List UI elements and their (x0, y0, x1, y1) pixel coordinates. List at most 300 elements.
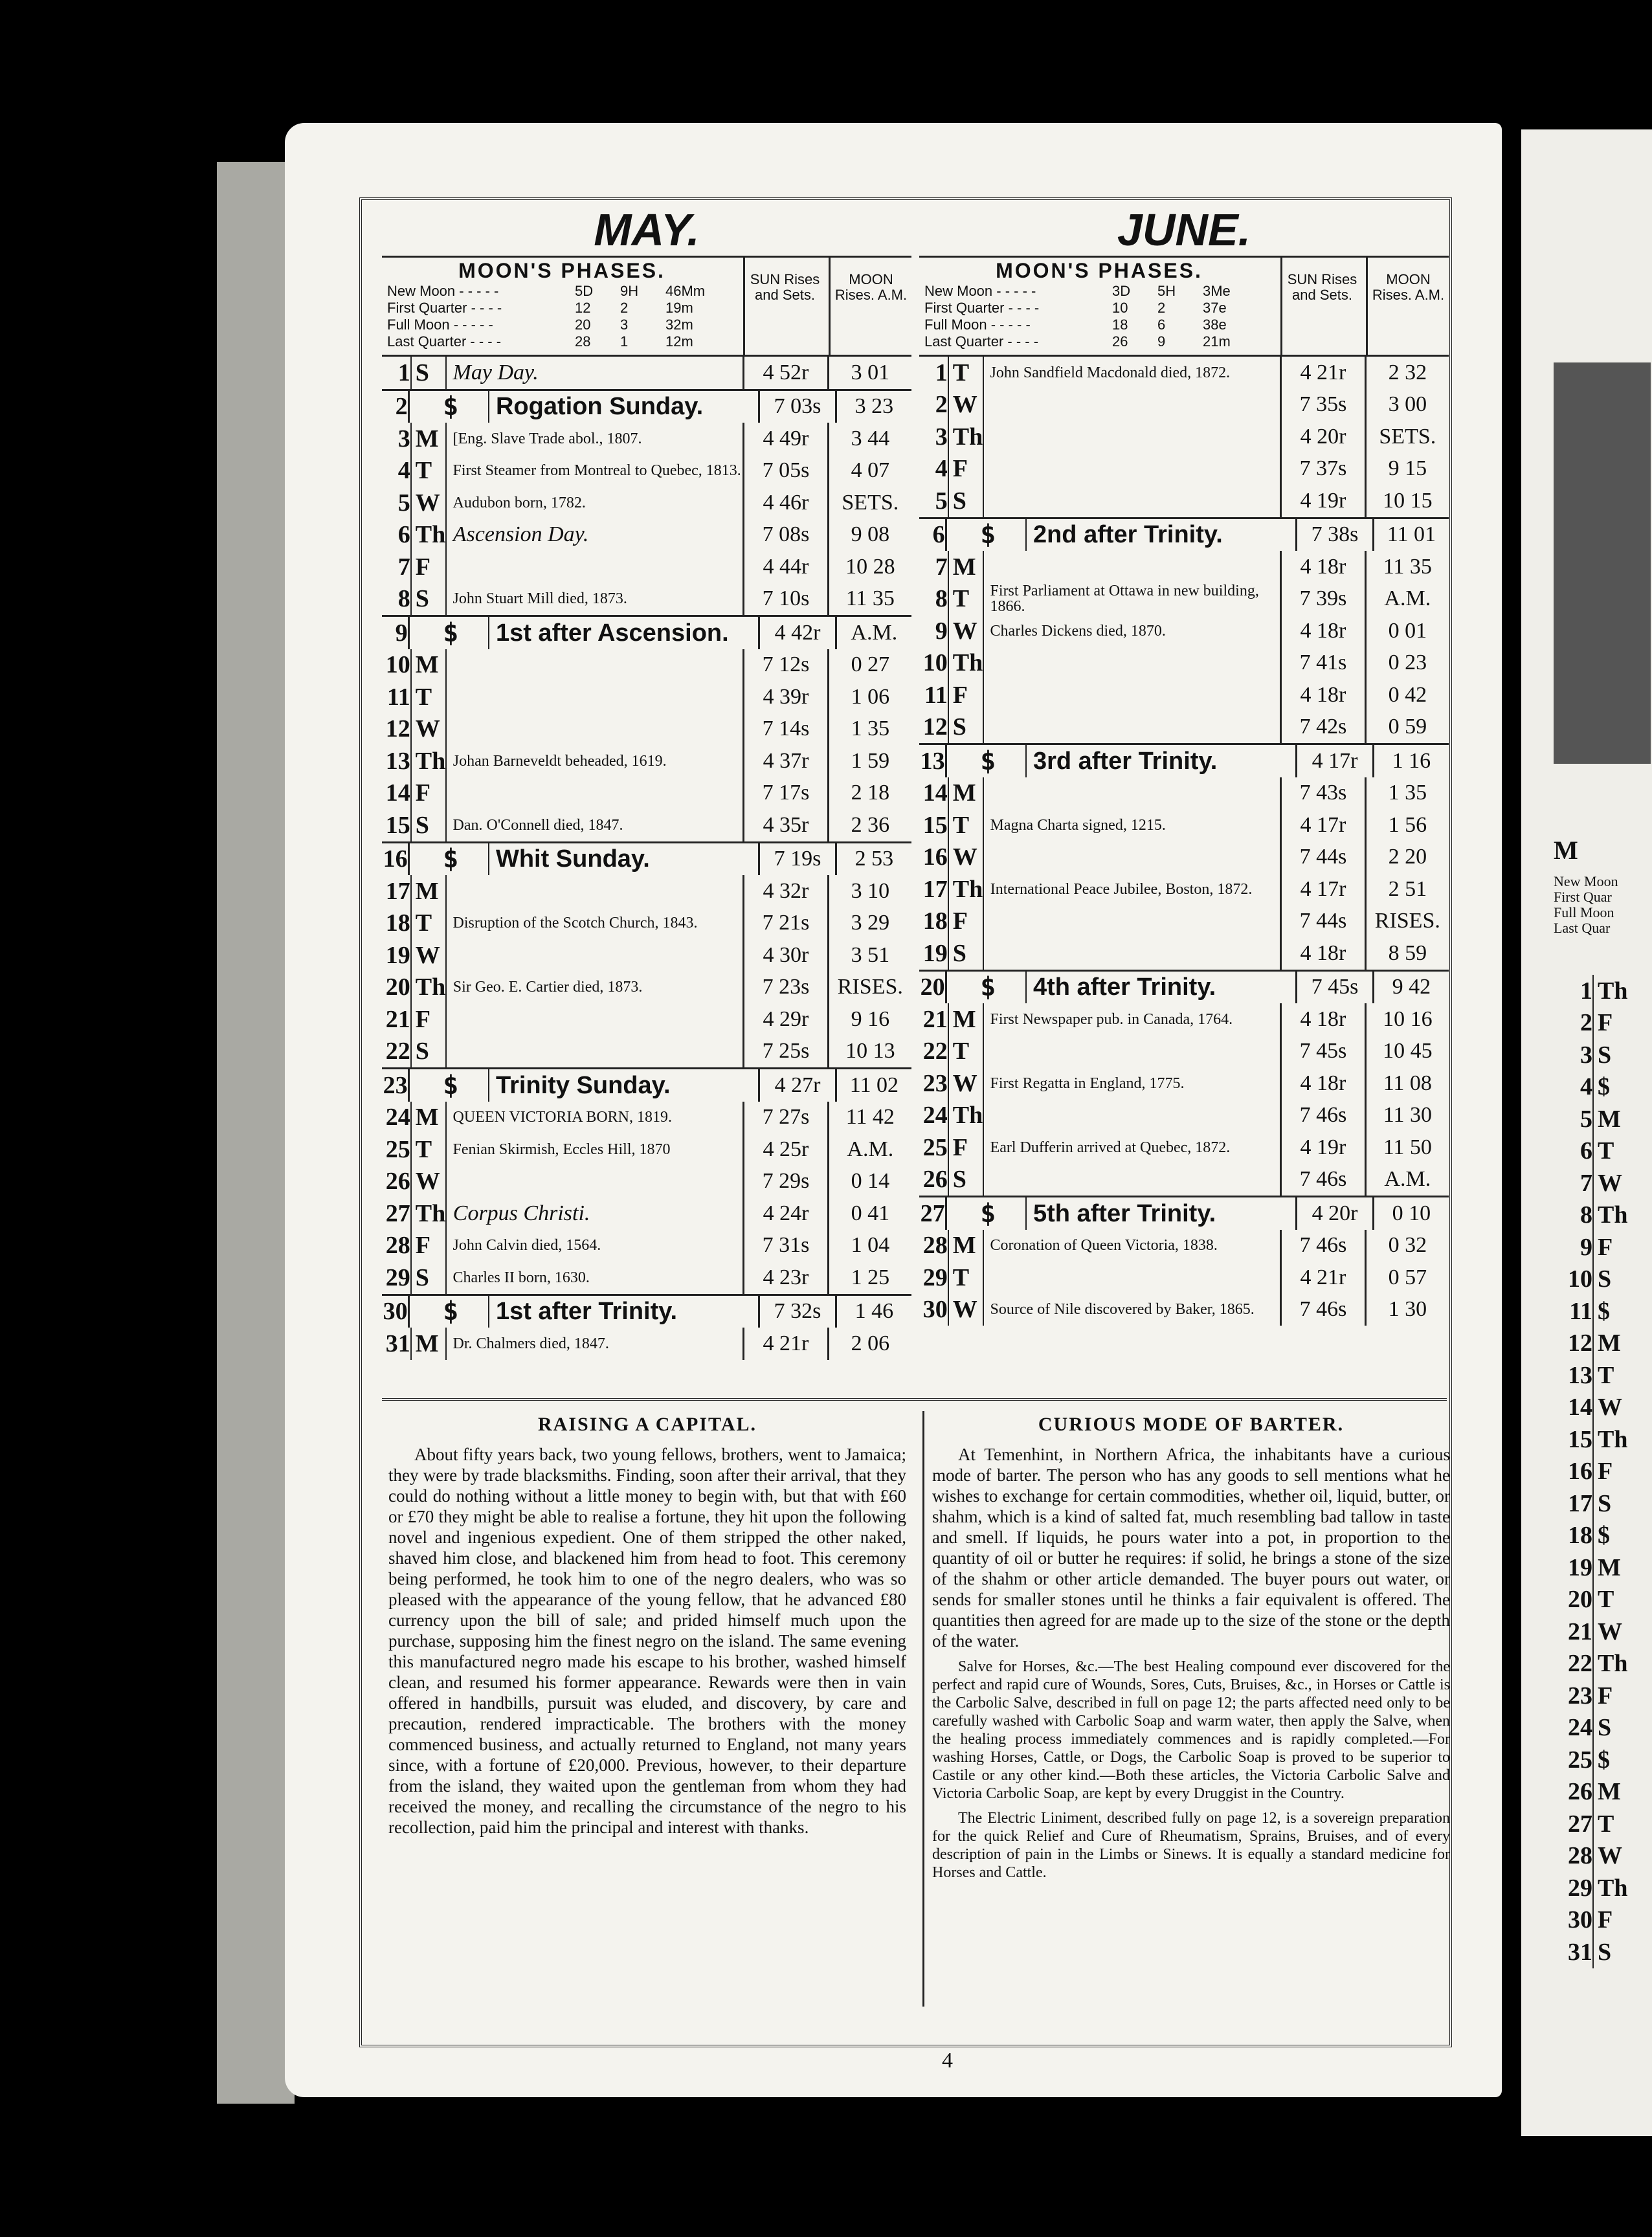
moon-time: 2 32 (1365, 357, 1449, 389)
day-row (382, 1166, 911, 1198)
day-number: 8 (1580, 1201, 1592, 1229)
day-row (919, 1131, 1449, 1164)
day-number: 6 (932, 521, 945, 549)
day-event: Coronation of Queen Victoria, 1838. (983, 1230, 1280, 1262)
day-number: 18 (385, 909, 410, 937)
day-number: 31 (385, 1330, 410, 1357)
day-rows (919, 357, 1449, 1326)
sun-time: 7 46s (1280, 1164, 1364, 1196)
weekday: $ (1592, 1071, 1610, 1104)
day-row (382, 1294, 911, 1328)
phase-row: New Moon - - - - - 5D 9H 46Mm (387, 283, 706, 299)
day-row (919, 970, 1449, 1004)
moon-time: A.M. (1365, 1164, 1449, 1196)
day-number: 17 (1568, 1489, 1592, 1517)
strip-day-row (1554, 1872, 1644, 1904)
phase-row: Full Moon - - - - - 18 6 38e (924, 317, 1227, 333)
day-event (983, 421, 1280, 453)
day-event: Magna Charta signed, 1215. (983, 809, 1280, 841)
moon-time: 0 01 (1365, 615, 1449, 647)
day-number: 26 (922, 1166, 948, 1194)
weekday: S (410, 809, 445, 841)
strip-day-row (1554, 1199, 1644, 1232)
sun-time: 4 20r (1295, 1197, 1372, 1230)
day-event: Fenian Skirmish, Eccles Hill, 1870 (445, 1133, 743, 1166)
day-number: 5 (1580, 1105, 1592, 1133)
strip-day-row (1554, 1135, 1644, 1168)
day-row (919, 615, 1449, 647)
day-row (919, 1230, 1449, 1262)
moon-time: 10 16 (1365, 1003, 1449, 1036)
moon-time: 8 59 (1365, 937, 1449, 970)
advert-liniment: The Electric Liniment, described fully on page 12, is a sovereign preparation for the quick Relief and Cure of Rheumatism, Sprains, Bruises, and of every description of pain in the Limbs or Sinews. It is equally a standard medicine for Horses and Cattle. (932, 1810, 1450, 1881)
sun-time: 7 44s (1280, 906, 1364, 938)
day-number: 20 (385, 974, 410, 1001)
sun-time: 4 18r (1280, 679, 1364, 711)
day-number: 12 (1568, 1330, 1592, 1357)
day-event: Charles Dickens died, 1870. (983, 615, 1280, 647)
book-spine (217, 162, 295, 2104)
day-number: 17 (385, 877, 410, 905)
day-number: 23 (1568, 1682, 1592, 1709)
day-number: 27 (385, 1199, 410, 1227)
day-event: First Regatta in England, 1775. (983, 1067, 1280, 1100)
day-row (919, 679, 1449, 711)
day-event (983, 1100, 1280, 1132)
day-row (919, 711, 1449, 744)
moon-time: 1 35 (827, 713, 911, 746)
weekday: Th (410, 1197, 445, 1230)
sun-time: 7 29s (742, 1166, 827, 1198)
weekday: $ (945, 972, 1025, 1004)
day-row (919, 873, 1449, 906)
weekday: $ (945, 519, 1025, 551)
day-number: 30 (383, 1298, 408, 1326)
day-number: 11 (924, 681, 948, 709)
day-number: 8 (397, 585, 410, 613)
day-event: Sir Geo. E. Cartier died, 1873. (445, 972, 743, 1004)
day-event (445, 681, 743, 713)
sun-time: 4 24r (742, 1197, 827, 1230)
day-row (382, 1230, 911, 1262)
weekday: F (1592, 1904, 1613, 1937)
day-row (382, 357, 911, 389)
day-number: 9 (1580, 1233, 1592, 1261)
moon-time: 2 20 (1365, 841, 1449, 874)
strip-phase-label: First Quar (1554, 889, 1612, 905)
weekday: Th (410, 745, 445, 777)
weekday: $ (408, 1069, 488, 1102)
next-page-day-strip (1554, 835, 1644, 1968)
day-row (919, 485, 1449, 517)
strip-day-row (1554, 1392, 1644, 1424)
weekday: S (410, 1262, 445, 1294)
day-event: Source of Nile discovered by Baker, 1865. (983, 1294, 1280, 1326)
strip-day-row (1554, 1840, 1644, 1873)
weekday: T (948, 583, 983, 616)
weekday: F (1592, 1007, 1613, 1040)
day-event (445, 777, 743, 810)
weekday: M (1592, 1328, 1621, 1360)
weekday: $ (408, 617, 488, 649)
weekday: F (948, 679, 983, 711)
weekday: F (948, 1131, 983, 1164)
day-row (382, 777, 911, 810)
strip-day-row (1554, 1712, 1644, 1744)
moon-time: 1 35 (1365, 777, 1449, 810)
phase-row: New Moon - - - - - 3D 5H 3Me (924, 283, 1231, 299)
day-row (919, 357, 1449, 389)
day-number: 22 (922, 1038, 948, 1065)
weekday: T (410, 907, 445, 940)
moon-time: 0 23 (1365, 647, 1449, 680)
day-number: 21 (922, 1005, 948, 1033)
sun-time: 7 03s (758, 391, 834, 423)
sun-time: 7 14s (742, 713, 827, 746)
day-number: 2 (1580, 1009, 1592, 1037)
weekday: S (1592, 1039, 1611, 1071)
sun-time: 4 19r (1280, 1131, 1364, 1164)
weekday: T (948, 1036, 983, 1068)
day-event: John Sandfield Macdonald died, 1872. (983, 357, 1280, 389)
moon-time: 11 35 (827, 583, 911, 616)
weekday: T (1592, 1135, 1614, 1168)
weekday: M (410, 649, 445, 682)
moon-time: SETS. (1365, 421, 1449, 453)
day-number: 15 (922, 811, 948, 839)
day-row (382, 745, 911, 777)
day-row (919, 1067, 1449, 1100)
day-number: 24 (385, 1104, 410, 1131)
day-event (983, 1036, 1280, 1068)
weekday: S (948, 1164, 983, 1196)
article-raising-a-capital (388, 1414, 906, 1844)
strip-day-row (1554, 1423, 1644, 1456)
moon-time: RISES. (827, 972, 911, 1004)
day-number: 26 (1568, 1778, 1592, 1806)
moon-time: 9 42 (1372, 972, 1449, 1004)
strip-day-row (1554, 1328, 1644, 1360)
day-number: 5 (935, 487, 948, 515)
weekday: Th (948, 1100, 983, 1132)
page-number: 4 (942, 2049, 953, 2073)
strip-day-row (1554, 1520, 1644, 1552)
weekday: $ (1592, 1295, 1610, 1328)
day-number: 10 (922, 649, 948, 677)
weekday: M (1592, 1103, 1621, 1135)
day-row (919, 1036, 1449, 1068)
article-body: About fifty years back, two young fellows, brothers, went to Jamaica; they were by trade blacksmiths. Finding, soon after their arrival, that they could do nothing without a little money to begin with, but that with £60 or £70 they might be able to realise a fortune, they hit upon the following novel and ingenious expedient. One of them stripped the other naked, shaved him close, and blackened him from head to foot. This ceremony being performed, he took him to one of the negro dealers, who was so pleased with the appearance of the young fellow, that he advanced £80 currency upon the bill of sale; and prided himself much upon the purchase, supposing him the finest negro on the island. The same evening this manufactured negro made his escape to his brother, washed himself clean, and resumed his former appearance. Rewards were then in vain offered in handbills, pursuit was eluded, and discovery, by care and precaution, rendered impracticable. The brothers with the money commenced business, and actually returned to England, not many years since, with a fortune of £20,000. Previous, however, to their departure from the island, they waited upon the gentleman from whom they had received the money, and recalling the circumstance of the negro to his recollection, paid him the principal and interest with thanks. (388, 1445, 906, 1837)
strip-day-row (1554, 1007, 1644, 1040)
sun-time: 7 31s (742, 1230, 827, 1262)
moon-time: 0 27 (827, 649, 911, 682)
strip-day-row (1554, 1776, 1644, 1809)
weekday: Th (410, 972, 445, 1004)
day-row (919, 647, 1449, 680)
day-row (919, 453, 1449, 485)
day-number: 11 (1569, 1297, 1592, 1325)
day-event: Earl Dufferin arrived at Quebec, 1872. (983, 1131, 1280, 1164)
day-event: First Steamer from Montreal to Quebec, 1813. (445, 455, 743, 487)
day-row (919, 809, 1449, 841)
weekday: Th (948, 873, 983, 906)
day-number: 19 (1568, 1553, 1592, 1581)
sun-time: 7 10s (742, 583, 827, 616)
day-number: 23 (922, 1069, 948, 1097)
day-row (382, 875, 911, 907)
strip-day-row (1554, 1263, 1644, 1296)
day-row (382, 551, 911, 583)
strip-day-row (1554, 1071, 1644, 1104)
weekday: $ (408, 843, 488, 876)
moon-time: 11 08 (1365, 1067, 1449, 1100)
day-event (983, 647, 1280, 680)
day-row (919, 937, 1449, 970)
sun-time: 4 23r (742, 1262, 827, 1294)
sun-time: 4 30r (742, 939, 827, 972)
weekday: F (410, 551, 445, 583)
day-number: 15 (385, 811, 410, 839)
day-row (919, 583, 1449, 616)
day-row (382, 681, 911, 713)
sun-time: 4 18r (1280, 551, 1364, 583)
day-number: 2 (935, 391, 948, 419)
sun-time: 7 37s (1280, 453, 1364, 485)
weekday: M (948, 1003, 983, 1036)
day-number: 10 (385, 651, 410, 679)
weekday: T (948, 357, 983, 389)
weekday: S (410, 357, 445, 389)
weekday: Th (1592, 1199, 1627, 1232)
moon-time: 10 28 (827, 551, 911, 583)
moon-time: 4 07 (827, 455, 911, 487)
moon-time: 0 41 (827, 1197, 911, 1230)
sun-time: 7 42s (1280, 711, 1364, 744)
day-event: International Peace Jubilee, Boston, 1872. (983, 873, 1280, 906)
day-event (983, 777, 1280, 810)
moon-time: 0 10 (1372, 1197, 1449, 1230)
day-row (382, 1102, 911, 1134)
weekday: T (1592, 1359, 1614, 1392)
day-event: Whit Sunday. (488, 843, 758, 876)
day-event: 1st after Ascension. (488, 617, 758, 649)
strip-day-row (1554, 975, 1644, 1007)
weekday: F (1592, 1456, 1613, 1488)
weekday: W (410, 1166, 445, 1198)
day-number: 31 (1568, 1938, 1592, 1966)
moon-time: 3 10 (827, 875, 911, 907)
weekday: W (1592, 1616, 1622, 1648)
day-event (983, 551, 1280, 583)
sun-time: 7 46s (1280, 1230, 1364, 1262)
advert-salve: Salve for Horses, &c.—The best Healing compound ever discovered for the perfect and rapid cure of Wounds, Sores, Cuts, Bruises, &c., in Horses or Cattle is the Carbolic Salve, described in full on page 12; the parts affected need only to be carefully washed with Carbolic Soap and warm water, then apply the Salve, when the healing process immediately commences and is rapidly completed.—For washing Horses, Cattle, or Dogs, the Carbolic Soap is proved to be superior to Castile or any other kind.—Both these articles, the Victoria Carbolic Salve and Victoria Carbolic Soap, are kept by every Druggist in the Country. (932, 1658, 1450, 1802)
moon-time: 1 06 (827, 681, 911, 713)
sun-time: 7 45s (1280, 1036, 1364, 1068)
day-number: 30 (922, 1296, 948, 1324)
moon-time: A.M. (1365, 583, 1449, 616)
day-number: 24 (922, 1102, 948, 1130)
day-number: 12 (922, 713, 948, 741)
moon-time: 3 44 (827, 423, 911, 455)
day-number: 18 (922, 907, 948, 935)
weekday: W (948, 1294, 983, 1326)
moon-time: 2 18 (827, 777, 911, 810)
day-number: 7 (397, 553, 410, 581)
strip-day-row (1554, 1456, 1644, 1488)
day-event: Corpus Christi. (445, 1197, 743, 1230)
day-event (983, 453, 1280, 485)
day-number: 20 (1568, 1586, 1592, 1614)
day-rows (382, 357, 911, 1360)
sun-time: 7 08s (742, 519, 827, 551)
weekday: Th (948, 647, 983, 680)
sun-time: 4 42r (758, 617, 834, 649)
day-event: Disruption of the Scotch Church, 1843. (445, 907, 743, 940)
day-row (382, 939, 911, 972)
weekday: W (410, 939, 445, 972)
day-number: 24 (1568, 1714, 1592, 1742)
moon-time: 0 32 (1365, 1230, 1449, 1262)
moon-time: 3 00 (1365, 389, 1449, 421)
weekday: F (410, 777, 445, 810)
phase-row: Last Quarter - - - - 26 9 21m (924, 333, 1231, 350)
sun-time: 4 19r (1280, 485, 1364, 517)
day-event (445, 1036, 743, 1068)
sun-time: 7 21s (742, 907, 827, 940)
moon-time: 2 06 (827, 1328, 911, 1360)
strip-day-row (1554, 1231, 1644, 1263)
day-number: 11 (386, 683, 410, 711)
weekday: M (410, 1328, 445, 1360)
sun-time: 4 49r (742, 423, 827, 455)
sun-time: 7 25s (742, 1036, 827, 1068)
moon-time: 10 15 (1365, 485, 1449, 517)
sun-time: 7 17s (742, 777, 827, 810)
day-number: 7 (935, 553, 948, 581)
weekday: T (410, 681, 445, 713)
weekday: F (410, 1003, 445, 1036)
strip-day-row (1554, 1744, 1644, 1776)
sun-time: 7 05s (742, 455, 827, 487)
day-row (382, 1003, 911, 1036)
day-number: 30 (1568, 1906, 1592, 1934)
weekday: M (948, 1230, 983, 1262)
weekday: W (1592, 1167, 1622, 1199)
moon-time: 11 35 (1365, 551, 1449, 583)
article-curious-mode-of-barter (932, 1414, 1450, 1888)
moon-time: 1 16 (1372, 745, 1449, 777)
day-number: 13 (920, 747, 945, 775)
moon-column-header: MOON Rises. A.M. (1366, 258, 1449, 355)
day-event (445, 1003, 743, 1036)
sun-time: 4 20r (1280, 421, 1364, 453)
weekday: W (1592, 1840, 1622, 1873)
day-number: 21 (1568, 1618, 1592, 1645)
weekday: $ (945, 1197, 1025, 1230)
weekday: $ (945, 745, 1025, 777)
weekday: Th (1592, 1872, 1627, 1904)
weekday: Th (410, 519, 445, 551)
moon-time: 3 51 (827, 939, 911, 972)
day-row (919, 1100, 1449, 1132)
day-number: 16 (922, 843, 948, 871)
day-number: 26 (385, 1168, 410, 1196)
day-row (382, 583, 911, 616)
sun-time: 4 39r (742, 681, 827, 713)
sun-time: 7 46s (1280, 1100, 1364, 1132)
day-number: 12 (385, 715, 410, 743)
day-event: First Parliament at Ottawa in new building, 1866. (983, 583, 1280, 616)
strip-day-row (1554, 1904, 1644, 1937)
moon-phases-title: MOON'S PHASES. (996, 259, 1203, 282)
day-number: 17 (922, 875, 948, 903)
day-row (919, 841, 1449, 874)
moon-column-header: MOON Rises. A.M. (829, 258, 911, 355)
weekday: F (1592, 1680, 1613, 1712)
weekday: W (948, 841, 983, 874)
day-event: Dr. Chalmers died, 1847. (445, 1328, 743, 1360)
weekday: S (410, 583, 445, 616)
moon-time: 11 50 (1365, 1131, 1449, 1164)
moon-time: 9 16 (827, 1003, 911, 1036)
weekday: F (410, 1230, 445, 1262)
moon-time: 3 23 (835, 391, 911, 423)
day-number: 9 (395, 619, 408, 647)
weekday: T (948, 1262, 983, 1294)
strip-day-row (1554, 1648, 1644, 1680)
day-number: 1 (1580, 977, 1592, 1005)
article-title: CURIOUS MODE OF BARTER. (1038, 1414, 1345, 1435)
article-body: At Temenhint, in Northern Africa, the inhabitants have a curious mode of barter. The person who has any goods to sell mentions what he wishes to exchange for certain commodities, whether oil, liquid, butter, or shahm, which is a kind of salted fat, much resembling bad tallow in taste and smell. If liquids, he pours water into a pot, in proportion to the quantity of oil or butter he requires: if solid, he brings a stone of the size of the shahm or other article demanded. The buyer pours out water, or sends for smaller stones until he thinks a fair equivalent is offered. The quantities then agreed for are made up to the size of the stone or the depth of the water. (932, 1445, 1450, 1651)
day-row (919, 1294, 1449, 1326)
moon-time: 10 45 (1365, 1036, 1449, 1068)
moon-time: 9 15 (1365, 453, 1449, 485)
day-row (382, 649, 911, 682)
day-event: Rogation Sunday. (488, 391, 758, 423)
day-number: 23 (383, 1071, 408, 1099)
day-number: 18 (1568, 1522, 1592, 1550)
moon-time: 11 01 (1372, 519, 1449, 551)
moon-time: 3 29 (827, 907, 911, 940)
day-event: John Stuart Mill died, 1873. (445, 583, 743, 616)
sun-time: 4 18r (1280, 1003, 1364, 1036)
day-number: 3 (1580, 1041, 1592, 1069)
phase-row: First Quarter - - - - 12 2 19m (387, 300, 693, 316)
column-divider (922, 1411, 924, 2007)
weekday: $ (408, 391, 488, 423)
weekday: M (1592, 1552, 1621, 1584)
weekday: $ (1592, 1744, 1610, 1776)
sun-time: 4 37r (742, 745, 827, 777)
day-number: 25 (922, 1133, 948, 1161)
day-event (983, 1262, 1280, 1294)
sun-time: 4 21r (1280, 357, 1364, 389)
weekday: W (948, 389, 983, 421)
strip-phase-label: New Moon (1554, 874, 1618, 889)
day-number: 22 (1568, 1650, 1592, 1678)
moon-time: SETS. (827, 487, 911, 519)
day-row (382, 615, 911, 649)
day-row (919, 421, 1449, 453)
sun-time: 7 35s (1280, 389, 1364, 421)
sun-time: 7 32s (758, 1296, 834, 1328)
strip-phase-label: Full Moon (1554, 905, 1614, 920)
day-row (919, 1164, 1449, 1196)
strip-day-row (1554, 1808, 1644, 1840)
calendar-header (382, 256, 911, 357)
sun-time: 7 27s (742, 1102, 827, 1134)
weekday: F (948, 453, 983, 485)
